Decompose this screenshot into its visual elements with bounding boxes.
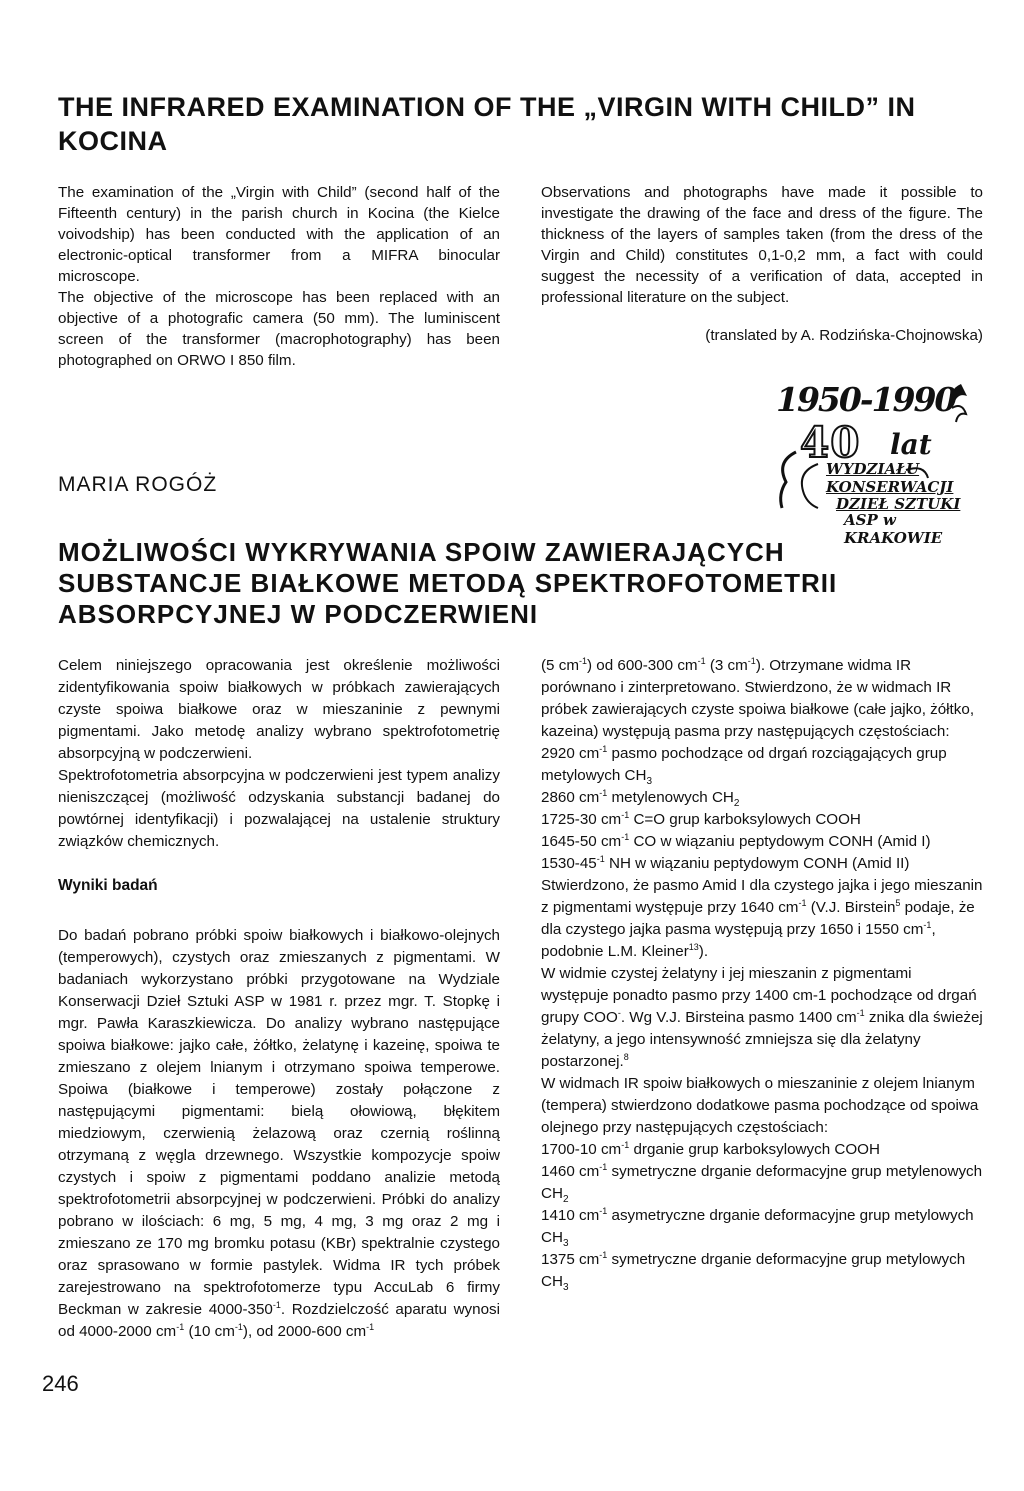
polish-right-column	[541, 655, 983, 1293]
band-entry: 1700-10 $cm^{-1}$ drganie grup karboksylowych COOH	[541, 1139, 880, 1158]
band-entry: 1375 $cm^{-1}$ symetryczne drganie deformacyjne grup metylowych $CH_3$	[541, 1249, 966, 1294]
english-left-column	[58, 182, 500, 371]
section-heading: Wyniki badań	[58, 877, 158, 894]
polish-paragraph: W widmie czystej żelatyny i jej mieszanin z pigmentami występuje ponadto pasmo przy 1400 cm-1 pochodzące od drgań grupy COO-. Wg V.J. Birsteina pasmo 1400 $cm^{-1}$ znika dla świeżej żelatyny, a jego intensywność zmniejsza się dla żelatyny postarzonej.$^8$	[541, 965, 983, 1070]
english-title: THE INFRARED EXAMINATION OF THE „VIRGIN WITH CHILD” IN KOCINA	[58, 92, 916, 156]
polish-left-column	[58, 655, 500, 1343]
band-entry: 1645-50 $cm^{-1}$ CO w wiązaniu peptydowym CONH (Amid I)	[541, 831, 931, 850]
logo-line: ASP w KRAKOWIE	[844, 511, 943, 547]
logo-number: 40	[800, 418, 861, 467]
band-entry: 1725-30 $cm^{-1}$ C=O grup karboksylowych COOH	[541, 809, 861, 828]
english-paragraph: The examination of the „Virgin with Child” (second half of the Fifteenth century) in the parish church in Kocina (the Kielce voivodship) has been conducted with the application of an electronic-optical transformer from a MIFRA binocular microscope.	[58, 184, 500, 285]
page-number: 246	[42, 1371, 79, 1396]
english-paragraph: Observations and photographs have made it possible to investigate the drawing of the face and dress of the figure. The thickness of the layers of samples taken (from the dress of the Virgin and Child) constitutes 0,1-0,2 mm, a fact with could suggest the necessity of a verification of data, accepted in professional literature on the subject.	[541, 184, 983, 306]
author-name: MARIA ROGÓŻ	[58, 473, 218, 496]
band-entry: 2920 $cm^{-1}$ pasmo pochodzące od drgań rozciągających grup metylowych $CH_3$	[541, 743, 947, 788]
logo-years: 1950-1990	[776, 380, 956, 419]
english-paragraph: The objective of the microscope has been replaced with an objective of a photografic camera (50 mm). The luminiscent screen of the transformer (macrophotography) has been photographed on ORWO I 850 film.	[58, 289, 500, 369]
polish-paragraph: Do badań pobrano próbki spoiw białkowych i białkowo-olejnych (temperowych), czystych oraz zmieszanych z pigmentami. W badaniach wykorzystano próbki przygotowane na Wydziale Konserwacji Dzieł Sztuki ASP w 1981 r. przez mgr. T. Stopkę i mgr. Pawła Karaszkiewicza. Do analizy wybrano następujące spoiwa białkowe: jajko całe, żółtko, żelatynę i kazeinę, spoiwa te zmieszano z olejem lnianym i otrzymano spoiwa temperowe. Spoiwa (białkowe i temperowe) zostały połączone z następującymi pigmentami: bielą ołowiową, błękitem miedziowym, czerwienią żelazową oraz czernią roślinną otrzymaną z węgla drzewnego. Wszystkie kompozycje spoiw czystych i spoiw z pigmentami poddano analizie metodą spektrofotometrii absorpcyjnej w podczerwieni. Próbki do analizy pobrano w ilościach: 6 mg, 5 mg, 4 mg, 3 mg oraz 2 mg i zmieszano ze 170 mg bromku potasu (KBr) spektralnie czystego oraz sprasowano w formie pastylek. Widma IR tych próbek zarejestrowano na spektrofotomerze typu AccuLab 6 firmy Beckman w zakresie $4000-350^{-1}$. Rozdzielczość aparatu wynosi od 4000-2000 $cm^{-1}$ (10 $cm^{-1}$), od 2000-600 $cm^{-1}$	[58, 927, 500, 1340]
polish-paragraph: (5 $cm^{-1}$) od 600-300 $cm^{-1}$ (3 $cm^{-1}$). Otrzymane widma IR porównano i zinterpretowano. Stwierdzono, że w widmach IR próbek zawierających czyste spoiwa białkowe (całe jajko, żółtko, kazeina) występują pasma przy następujących częstościach:	[541, 655, 975, 740]
polish-title	[58, 537, 958, 630]
polish-paragraph: Stwierdzono, że pasmo Amid I dla czystego jajka i jego mieszanin z pigmentami występuje przy 1640 $cm^{-1}$ (V.J. Birstein$^5$ podaje, że dla czystego jajka pasma występują przy 1650 i 1550 $cm^{-1}$, podobnie L.M. Kleiner$^{13}$).	[541, 877, 983, 960]
band-entry: 1460 $cm^{-1}$ symetryczne drganie deformacyjne grup metylenowych $CH_2$	[541, 1161, 983, 1206]
logo-line: KONSERWACJI	[826, 478, 954, 496]
logo-line: WYDZIAŁU	[826, 460, 920, 478]
polish-paragraph: Celem niniejszego opracowania jest określenie możliwości zidentyfikowania spoiw białkowych w próbkach zawierających czyste spoiwa białkowe oraz w mieszaninie z pewnymi pigmentami. Jako metodę analizy wybrano spektrofotometrię absorpcyjną w podczerwieni.	[58, 657, 500, 762]
polish-title-line: SUBSTANCJE BIAŁKOWE METODĄ SPEKTROFOTOMETRII	[58, 568, 838, 598]
translator-credit: (translated by A. Rodzińska-Chojnowska)	[705, 327, 983, 344]
anniversary-logo	[756, 378, 992, 547]
band-entry: 2860 $cm^{-1}$ metylenowych $CH_2$	[541, 787, 740, 810]
band-entry: 1410 $cm^{-1}$ asymetryczne drganie deformacyjne grup metylowych $CH_3$	[541, 1205, 974, 1250]
band-entry: $1530-45^{-1}$ NH w wiązaniu peptydowym CONH (Amid II)	[541, 853, 910, 872]
logo-line: DZIEŁ SZTUKI	[836, 495, 961, 513]
polish-title-line: ABSORPCYJNEJ W PODCZERWIENI	[58, 599, 539, 629]
logo-suffix: lat	[890, 428, 932, 461]
polish-title-line: MOŻLIWOŚCI WYKRYWANIA SPOIW ZAWIERAJĄCYCH	[58, 537, 785, 567]
english-right-column	[541, 182, 983, 346]
polish-paragraph: Spektrofotometria absorpcyjna w podczerwieni jest typem analizy nieniszczącej (możliwość odzyskania substancji badanej do powtórnej identyfikacji) i pozwalającej na ustalenie struktury związków chemicznych.	[58, 767, 500, 850]
polish-paragraph: W widmach IR spoiw białkowych o mieszaninie z olejem lnianym (tempera) stwierdzono dodatkowe pasma pochodzące od spoiwa olejnego przy następujących częstościach:	[541, 1075, 979, 1136]
